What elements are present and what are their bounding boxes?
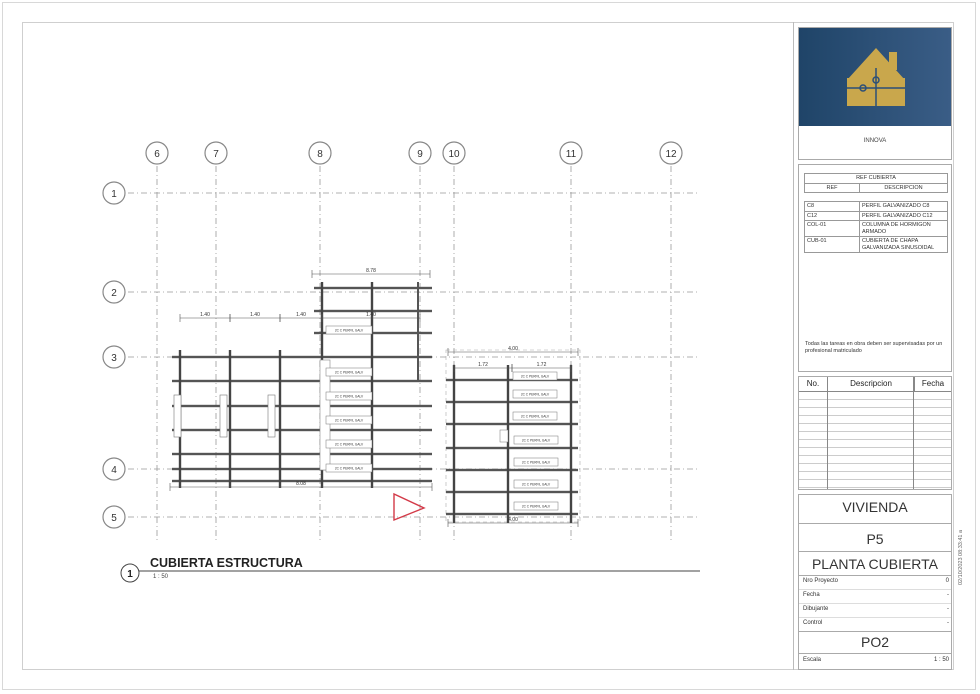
info-label: Dibujante xyxy=(803,606,829,612)
column-outline xyxy=(320,360,330,470)
rev-col-desc: Descripcion xyxy=(828,377,915,391)
revision-row xyxy=(799,464,951,472)
purlin-beam xyxy=(172,468,432,470)
purlin-tag-text: 2C C PERFIL GALV xyxy=(334,394,364,399)
dimension-right-span-text: 1.72 xyxy=(536,362,547,368)
purlin-beam xyxy=(446,447,578,449)
grid-label: 1 xyxy=(111,189,117,200)
rafter-beam xyxy=(417,282,419,382)
purlin-beam xyxy=(172,429,432,431)
divider xyxy=(799,523,951,524)
divider xyxy=(799,575,951,576)
project-lot: P5 xyxy=(866,531,884,547)
legend-col-ref: REF xyxy=(805,183,860,193)
view-title: CUBIERTA ESTRUCTURA xyxy=(150,556,303,570)
info-label: Control xyxy=(803,620,823,626)
rafter-beam xyxy=(453,365,455,523)
grid-label: 11 xyxy=(565,149,577,160)
grid-label: 2 xyxy=(111,288,117,299)
grid-label: 5 xyxy=(111,513,117,524)
revision-row xyxy=(799,400,951,408)
grid-label: 10 xyxy=(448,149,460,160)
revision-row xyxy=(799,488,951,490)
purlin-tag-text: 2C C PERFIL GALV xyxy=(520,374,550,379)
rev-col-date: Fecha xyxy=(921,379,945,388)
revision-row xyxy=(799,392,951,400)
house-puzzle-logo-icon xyxy=(799,28,953,126)
rafter-beam xyxy=(507,365,509,523)
purlin-beam xyxy=(446,379,578,381)
purlin-tag-text: 2C C PERFIL GALV xyxy=(521,438,551,443)
legend-table xyxy=(804,173,948,253)
dimension-span-text: 1.40 xyxy=(296,312,306,318)
print-timestamp: 02/10/2023 08:33:41 a xyxy=(958,529,964,585)
dimension-span-text: 1.40 xyxy=(200,312,210,318)
divider xyxy=(799,551,951,552)
purlin-tag-text: 2C C PERFIL GALV xyxy=(334,328,364,333)
purlin-beam xyxy=(446,401,578,403)
divider xyxy=(799,603,951,604)
section-tag xyxy=(174,395,181,437)
logo-background xyxy=(799,28,951,126)
revision-row xyxy=(799,456,951,464)
info-row xyxy=(803,578,949,584)
legend-ref: C8 xyxy=(805,202,860,212)
legend-col-desc: DESCRIPCION xyxy=(860,183,948,193)
revision-row xyxy=(799,408,951,416)
purlin-tag-text: 2C C PERFIL GALV xyxy=(521,482,551,487)
purlin-beam xyxy=(446,469,578,471)
supervision-note: Todas las tareas en obra deben ser supervisadas por un profesional matriculado xyxy=(805,341,943,354)
view-number: 1 xyxy=(127,569,133,580)
view-scale: 1 : 50 xyxy=(153,574,169,580)
info-value: - xyxy=(947,620,949,626)
purlin-tag-text: 2C C PERFIL GALV xyxy=(520,392,550,397)
info-value: 0 xyxy=(945,578,949,584)
legend-desc: PERFIL GALVANIZADO C12 xyxy=(860,211,948,221)
info-row xyxy=(803,592,949,598)
revision-row xyxy=(799,448,951,456)
revision-row xyxy=(799,472,951,480)
sheet-name: PLANTA CUBIERTA xyxy=(811,556,939,572)
info-row xyxy=(803,620,949,626)
rev-col-no: No. xyxy=(799,377,828,391)
dimension-right-overall-text: 4.00 xyxy=(508,346,518,352)
purlin-tag-text: 2C C PERFIL GALV xyxy=(334,466,364,471)
grid-label: 7 xyxy=(213,149,219,160)
revision-rows xyxy=(799,392,951,490)
purlin-beam xyxy=(172,380,432,382)
sheet-number: PO2 xyxy=(860,634,889,650)
legend-ref: COL-01 xyxy=(805,221,860,237)
purlin-beam xyxy=(446,491,578,493)
dimension-right-bottom-text: 4.00 xyxy=(508,517,518,523)
grid-label: 3 xyxy=(111,353,117,364)
grid-label: 6 xyxy=(154,149,160,160)
purlin-beam xyxy=(172,405,432,407)
scale-row xyxy=(803,657,949,663)
revision-table xyxy=(798,376,952,490)
revision-row xyxy=(799,432,951,440)
divider xyxy=(799,589,951,590)
info-value: - xyxy=(947,592,949,598)
info-label: Nro Proyecto xyxy=(803,578,839,584)
purlin-beam xyxy=(172,453,432,455)
purlin-tag-text: 2C C PERFIL GALV xyxy=(520,414,550,419)
purlin-tag-text: 2C C PERFIL GALV xyxy=(521,504,551,509)
revision-row xyxy=(799,416,951,424)
rafter-beam xyxy=(229,350,231,488)
revision-row xyxy=(799,480,951,488)
brand-name: INNOVA xyxy=(863,138,887,144)
dimension-bottom-text: 8.08 xyxy=(296,481,306,487)
purlin-beam xyxy=(446,423,578,425)
rev-divider xyxy=(827,377,828,489)
legend-ref: CUB-01 xyxy=(805,237,860,253)
legend-desc: COLUMNA DE HORMIGON ARMADO xyxy=(860,221,948,237)
divider xyxy=(799,617,951,618)
revision-row xyxy=(799,424,951,432)
legend-title: REF CUBIERTA xyxy=(805,174,948,184)
section-tag xyxy=(500,430,508,442)
logo-panel xyxy=(798,27,952,160)
info-label: Fecha xyxy=(803,592,820,598)
purlin-tag-text: 2C C PERFIL GALV xyxy=(334,370,364,375)
project-info xyxy=(798,494,952,670)
revision-header xyxy=(799,377,951,392)
section-tag xyxy=(220,395,227,437)
legend-desc: CUBIERTA DE CHAPA GALVANIZADA SINUSOIDAL xyxy=(860,237,948,253)
revision-row xyxy=(799,440,951,448)
legend-ref: C12 xyxy=(805,211,860,221)
rafter-beam xyxy=(279,350,281,488)
dimension-span-text: 1.40 xyxy=(250,312,260,318)
divider xyxy=(799,631,951,632)
purlin-tag-text: 2C C PERFIL GALV xyxy=(334,442,364,447)
project-name: VIVIENDA xyxy=(842,499,908,515)
info-value: - xyxy=(947,606,949,612)
dimension-top-text: 8.78 xyxy=(366,268,376,274)
north-arrow-icon xyxy=(394,494,424,520)
dimension-right-span-text: 1.72 xyxy=(478,362,488,368)
purlin-beam xyxy=(446,513,578,515)
legend-desc: PERFIL GALVANIZADO C8 xyxy=(860,202,948,212)
dimension-span-text: 1.40 xyxy=(366,312,376,318)
section-tag xyxy=(268,395,275,437)
legend-panel xyxy=(798,164,952,372)
purlin-tag-text: 2C C PERFIL GALV xyxy=(521,460,551,465)
scale-label: Escala xyxy=(803,657,822,663)
grid-label: 9 xyxy=(417,149,423,160)
divider xyxy=(799,653,951,654)
rev-divider xyxy=(913,377,914,489)
grid-label: 4 xyxy=(111,465,117,476)
rafter-beam xyxy=(570,365,572,523)
purlin-beam xyxy=(172,356,432,358)
purlin-tag-text: 2C C PERFIL GALV xyxy=(334,418,364,423)
grid-label: 8 xyxy=(317,149,323,160)
grid-label: 12 xyxy=(665,149,677,160)
info-row xyxy=(803,606,949,612)
scale-value: 1 : 50 xyxy=(933,657,949,663)
